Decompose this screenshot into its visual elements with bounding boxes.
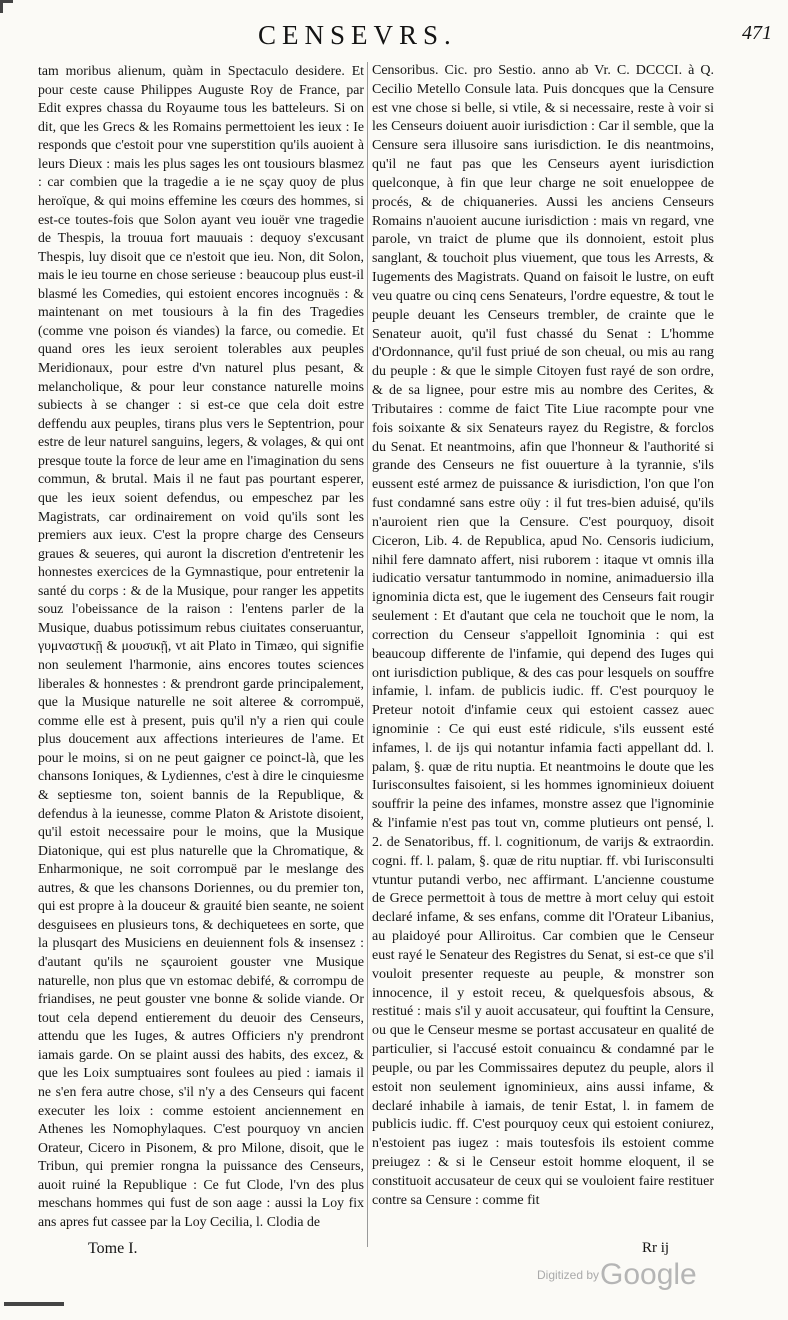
- right-column: [372, 62, 714, 1211]
- column-divider: [367, 62, 368, 1247]
- volume-label: Tome I.: [88, 1240, 138, 1257]
- left-column-text: tam moribus alienum, quàm in Spectaculo desidere. Et pour ceste cause Philippes Auguste Roy de France, par Edit expres chassa du Royaume tous les batteleurs. Si on dit, que les Grecs & les Romains permettoient les ieux : Ie responds que c'estoit pour vne superstition qu'ils auoient à leurs Dieux : mais les plus sages les ont tousiours blasmez : car combien que la tragedie a ie ne sçay quoy de plus heroïque, & qui moins effemine les cœurs des hommes, si est-ce toutes-fois que Solon ayant veu iouër vne tragedie de Thespis, la trouua fort mauuais : dequoy s'excusant Thespis, luy disoit que ce n'estoit que ieu. Non, dit Solon, mais le ieu tourne en chose serieuse : beaucoup plus eust-il blasmé les Comedies, qui estoient encores incognuës : & maintenant on met tousiours à la fin des Tragedies (comme vne poison és viandes) la farce, ou comedie. Et quand ores les ieux seroient tolerables aux peuples Meridionaux, pour estre d'vn naturel plus pesant, & melancholique, & pour leur constance naturelle moins subiects à se changer : si est-ce que cela doit estre deffendu aux peuples, tirans plus vers le Septentrion, pour estre de leur naturel sanguins, legers, & volages, & qui ont presque toute la force de leur ame en l'imagination du sens commun, & brutal. Mais il ne faut pas pourtant esperer, que les ieux soient defendus, ou empeschez par les Magistrats, car ordinairement on void qu'ils sont les premiers aux ieux. C'est la propre charge des Censeurs graues & seueres, qui auront la discretion d'entretenir les honnestes exercices de la Gymnastique, pour entretenir la santé du corps : & de la Musique, pour ranger les appetits souz l'obeissance de la raison : l'entens parler de la Musique, duabus potissimum rebus ciuitates conseruantur, γυμναστικῇ & μουσικῇ, vt ait Plato in Timæo, qui signifie non seulement l'harmonie, ains encores toutes sciences liberales & honnestes : & prendront garde principalement, que la Musique naturelle ne soit alteree & corrompuë, comme elle est à present, puis qu'il n'y a rien qui coule plus doucement aux affections interieures de l'ame. Et pour le moins, si on ne peut gaigner ce poinct-là, que les chansons Ioniques, & Lydiennes, c'est à dire le cinquiesme & septiesme ton, soient bannis de la Republique, & defendus à la ieunesse, comme Platon & Aristote disoient, qu'il estoit necessaire pour le moins, que la Musique Diatonique, qui est plus naturelle que la Chromatique, & Enharmonique, ne soit corrompuë par le meslange des autres, & que les chansons Doriennes, ou du premier ton, qui est propre à la douceur & grauité bien seante, ne soient desguisees en plusieurs tons, & dechiquetees en sorte, que la plusqart des Musiciens en deuiennent fols & insensez : d'autant qu'ils ne sçauroient gouster vne Musique naturelle, non plus que vn estomac debifé, & corrompu de friandises, ne peut gouster vne bonne & solide viande. Or tout cela depend entierement du deuoir des Censeurs, attendu que les Iuges, & autres Officiers n'y prendront iamais garde. On se plaint aussi des habits, des excez, & que les Loix sumptuaires sont foulees au pied : iamais il ne s'en fera autre chose, s'il n'y a des Censeurs qui facent executer les loix : comme estoient anciennement en Athenes les Nomophylaques. C'est pourquoy vn ancien Orateur, Cicero in Pisonem, & pro Milone, disoit, que le Tribun, qui premier rongna la puissance des Censeurs, auoit ruiné la Republique : Ce fut Clode, l'vn des plus meschans hommes qui fust de son aage : aussi la Loy fix ans apres fut cassee par la Loy Cecilia, l. Clodia de: [38, 63, 364, 1229]
- digitized-by-label: Digitized by: [537, 1268, 600, 1282]
- page-header: [0, 18, 788, 58]
- signature-mark: Rr ij: [642, 1240, 670, 1256]
- right-column-text: Censoribus. Cic. pro Sestio. anno ab Vr. C. DCCCI. à Q. Cecilio Metello Consule lata. Puis doncques que la Censure est vne chose si belle, si vtile, & si necessaire, reste à voir si les Censeurs doiuent auoir iurisdiction : Car il semble, que la Censure sera illusoire sans iurisdiction. Ie dis neantmoins, qu'il ne faut pas que les Censeurs ayent iurisdiction quelconque, à fin que leur charge ne soit enueloppee de procés, & de chiquaneries. Aussi les anciens Censeurs Romains n'auoient aucune iurisdiction : mais vn regard, vne parole, vn traict de plume que ils donnoient, estoit plus sanglant, & touchoit plus viuement, que tous les Arrests, & Iugements des Magistrats. Quand on faisoit le lustre, on euft veu quatre ou cinq cens Senateurs, l'ordre equestre, & tout le peuple deuant les Censeurs trembler, de crainte que le Senateur auoit, qu'il fust chassé du Senat : L'homme d'Ordonnance, qu'il fust priué de son cheual, ou mis au rang du peuple : & que le simple Citoyen fust rayé de son ordre, & de sa lignee, pour estre mis au nombre des Cerites, & Tributaires : comme de faict Tite Liue racompte pour vne fois soixante & six Senateurs rayez du Registre, & forclos du Senat. Et neantmoins, afin que l'honneur & l'authorité si grande des Censeurs ne fist ouuerture à la tyrannie, s'ils eussent esté armez de puissance & iurisdiction, l'on que l'on fust condamné sans estre oüy : il fut tres-bien aduisé, qu'ils n'auroient rien que la Censure. C'est pourquoy, disoit Ciceron, Lib. 4. de Republica, apud No. Censoris iudicium, nihil fere damnato affert, nisi ruborem : itaque vt omnis illa iudicatio versatur tantummodo in nomine, animaduersio illa ignominia dicta est, que le iugement des Censeurs fait rougir seulement : Et d'autant que cela ne touchoit que le nom, la correction du Censeur s'appelloit Ignominia : qui est beaucoup differente de l'infamie, qui depend des Iuges qui ont iurisdiction publique, & des cas pour lesquels on souffre infamie, l. infam. de publicis iudic. ff. C'est pourquoy le Preteur notoit d'infamie ceux qui estoient cassez auec ignominie : Ce qui eust esté ridicule, s'ils eussent esté infames, l. de ijs qui notantur infamia facti appellant dd. l. palam, §. quæ de ritu nuptia. Et neantmoins le doute que les Iurisconsultes faisoient, si les hommes ignominieux doiuent souffrir la peine des infames, monstre assez que l'ignominie & l'infamie n'est pas tout vn, comme plutieurs ont pensé, l. 2. de Senatoribus, ff. l. cognitionum, de varijs & extraordin. cogni. ff. l. palam, §. quæ de ritu nuptiar. ff. vbi Iurisconsulti vtuntur putandi verbo, nec affirmant. L'ancienne coustume de Grece permettoit à tous de mettre à mort celuy qui estoit declaré infame, & ses enfans, comme dit l'Orateur Libanius, au plaidoyé pour Alliroitus. Car combien que le Censeur eust rayé le Senateur des Registres du Senat, si est-ce que s'il vouloit presenter requeste au peuple, & monstrer son innocence, il y estoit receu, & quelquesfois absous, & restitué : mais s'il y auoit accusateur, qui fouftint la Censure, ou que le Censeur mesme se portast accusateur en qualité de particulier, si l'accusé estoit conuaincu & condamné par le peuple, ou par les Commissaires deputez du peuple, alors il estoit non seulement ignominieux, ains aussi infame, & declaré inhabile à iamais, de tenir Estat, l. in famem de publicis iudic. ff. C'est pourquoy ceux qui estoient coniurez, n'estoient pas iugez : mais toutesfois ils estoient comme preiugez : & si le Censeur estoit homme eloquent, il se constituoit accusateur de ceux qui se vouloient faire restituer contre sa Censure : comme fit: [372, 63, 714, 1208]
- running-title: CENSEVRS.: [258, 20, 457, 50]
- page-number: 471: [742, 22, 772, 44]
- scan-edge-mark: [4, 1302, 64, 1306]
- page-corner-mark: [0, 0, 13, 13]
- left-column: [38, 62, 364, 1231]
- google-watermark: Google: [600, 1258, 697, 1291]
